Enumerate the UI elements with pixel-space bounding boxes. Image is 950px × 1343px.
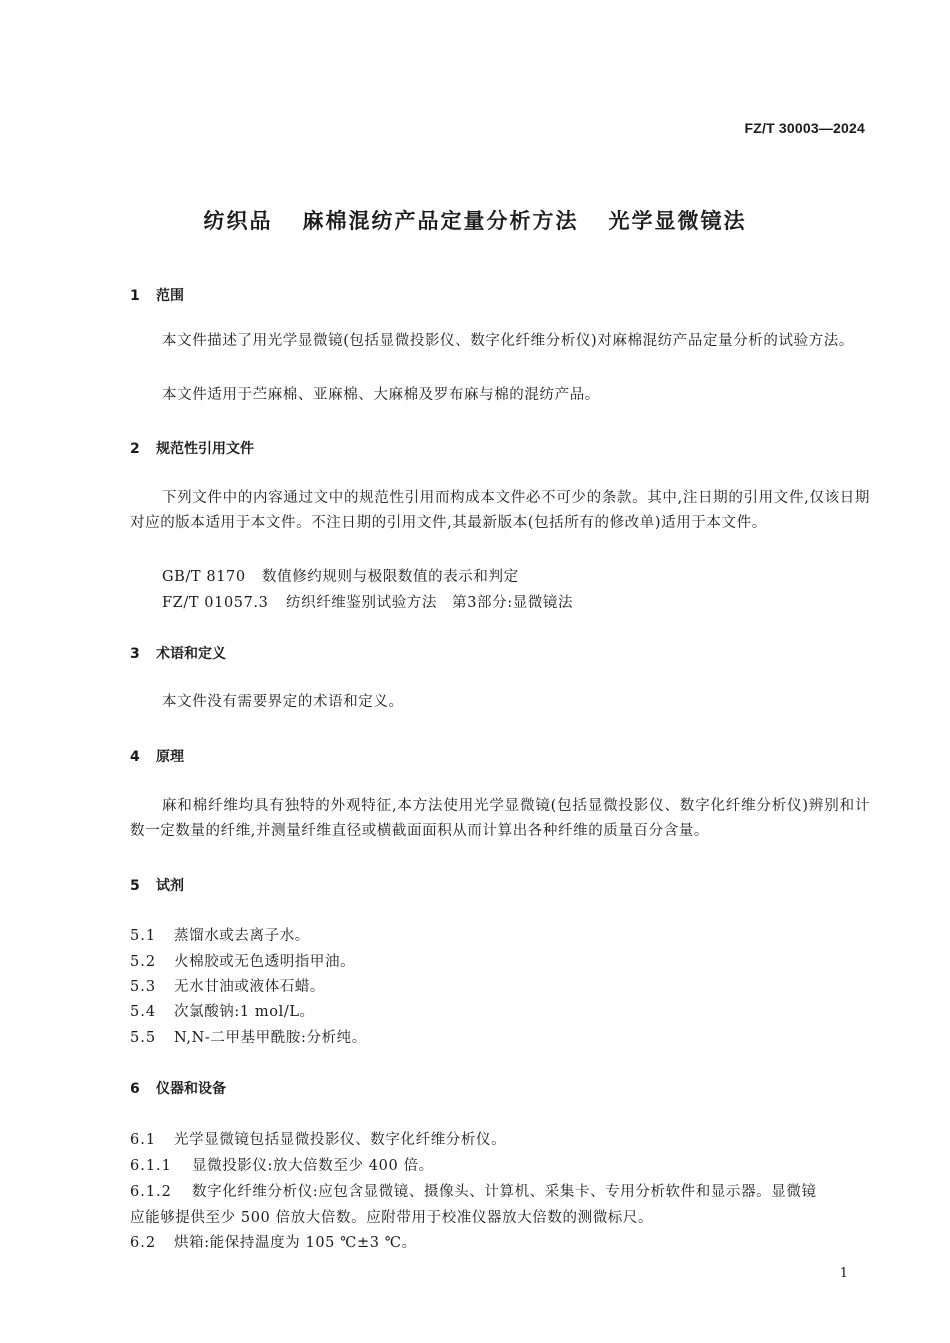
- section-heading-principle: [130, 746, 184, 766]
- section-number: 3: [130, 646, 140, 662]
- section-heading-scope: [130, 285, 184, 305]
- list-item: [130, 1128, 506, 1149]
- item-number: 6.1.1: [130, 1158, 172, 1174]
- item-text: 火棉胶或无色透明指甲油。: [174, 954, 356, 970]
- list-item: [130, 950, 355, 971]
- paragraph: 下列文件中的内容通过文中的规范性引用而构成本文件必不可少的条款。其中,注日期的引用文件,仅该日期对应的版本适用于本文件。不注日期的引用文件,其最新版本(包括所有的修改单)适用于本文件。: [130, 490, 870, 531]
- section-number: 4: [130, 749, 140, 765]
- section-heading-apparatus: [130, 1078, 226, 1098]
- reference-item: [162, 591, 573, 612]
- paragraph: 本文件描述了用光学显微镜(包括显微投影仪、数字化纤维分析仪)对麻棉混纺产品定量分析的试验方法。: [162, 333, 855, 349]
- item-text: 显微投影仪:放大倍数至少 400 倍。: [192, 1158, 434, 1174]
- document-code: FZ/T 30003—2024: [744, 120, 865, 136]
- page-title: [0, 205, 950, 235]
- section-heading-normative-references: [130, 438, 254, 458]
- item-text: 烘箱:能保持温度为 105 ℃±3 ℃。: [174, 1235, 417, 1251]
- list-item-continuation: [130, 1206, 653, 1227]
- list-item: [130, 975, 325, 996]
- paragraph: 本文件适用于苎麻棉、亚麻棉、大麻棉及罗布麻与棉的混纺产品。: [162, 387, 600, 403]
- paragraph: 麻和棉纤维均具有独特的外观特征,本方法使用光学显微镜(包括显微投影仪、数字化纤维分析仪)辨别和计数一定数量的纤维,并测量纤维直径或横截面面积从而计算出各种纤维的质量百分含量。: [130, 798, 870, 839]
- item-number: 5.5: [130, 1030, 157, 1046]
- section-number: 1: [130, 288, 140, 304]
- section-title: 范围: [156, 288, 184, 304]
- section-number: 6: [130, 1081, 140, 1097]
- page-number: 1: [839, 1266, 848, 1281]
- item-text: 光学显微镜包括显微投影仪、数字化纤维分析仪。: [174, 1132, 507, 1148]
- reference-code: GB/T 8170: [162, 569, 246, 585]
- item-number: 5.3: [130, 979, 157, 995]
- section-heading-reagents: [130, 875, 184, 895]
- reference-title: 数值修约规则与极限数值的表示和判定: [262, 569, 519, 585]
- section-title: 仪器和设备: [156, 1081, 226, 1097]
- item-text: 蒸馏水或去离子水。: [174, 928, 310, 944]
- reference-item: [162, 565, 519, 586]
- item-number: 6.2: [130, 1235, 157, 1251]
- item-number: 5.2: [130, 954, 157, 970]
- list-item: [130, 1000, 315, 1021]
- section-number: 2: [130, 441, 140, 457]
- section-title: 试剂: [156, 878, 184, 894]
- list-item: [130, 1026, 367, 1047]
- item-text: 无水甘油或液体石蜡。: [174, 979, 325, 995]
- list-item: [130, 1180, 817, 1201]
- reference-code: FZ/T 01057.3: [162, 595, 269, 611]
- section-heading-terms: [130, 643, 226, 663]
- item-number: 5.4: [130, 1004, 157, 1020]
- section-number: 5: [130, 878, 140, 894]
- paragraph: 本文件没有需要界定的术语和定义。: [162, 694, 404, 710]
- item-number: 5.1: [130, 928, 157, 944]
- item-text: N,N-二甲基甲酰胺:分析纯。: [174, 1030, 367, 1046]
- item-text: 应能够提供至少 500 倍放大倍数。应附带用于校准仪器放大倍数的测微标尺。: [130, 1210, 654, 1226]
- title-part-1: 纺织品: [203, 209, 273, 233]
- item-text: 次氯酸钠:1 mol/L。: [174, 1004, 315, 1020]
- section-title: 术语和定义: [156, 646, 226, 662]
- list-item: [130, 1154, 434, 1175]
- list-item: [130, 924, 310, 945]
- section-title: 规范性引用文件: [156, 441, 254, 457]
- list-item: [130, 1231, 417, 1252]
- item-number: 6.1: [130, 1132, 157, 1148]
- title-part-2: 麻棉混纺产品定量分析方法: [302, 209, 579, 233]
- title-part-3: 光学显微镜法: [608, 209, 747, 233]
- section-title: 原理: [156, 749, 184, 765]
- reference-title: 纺织纤维鉴别试验方法 第3部分:显微镜法: [286, 595, 574, 611]
- item-number: 6.1.2: [130, 1184, 172, 1200]
- item-text: 数字化纤维分析仪:应包含显微镜、摄像头、计算机、采集卡、专用分析软件和显示器。显微镜: [192, 1184, 817, 1200]
